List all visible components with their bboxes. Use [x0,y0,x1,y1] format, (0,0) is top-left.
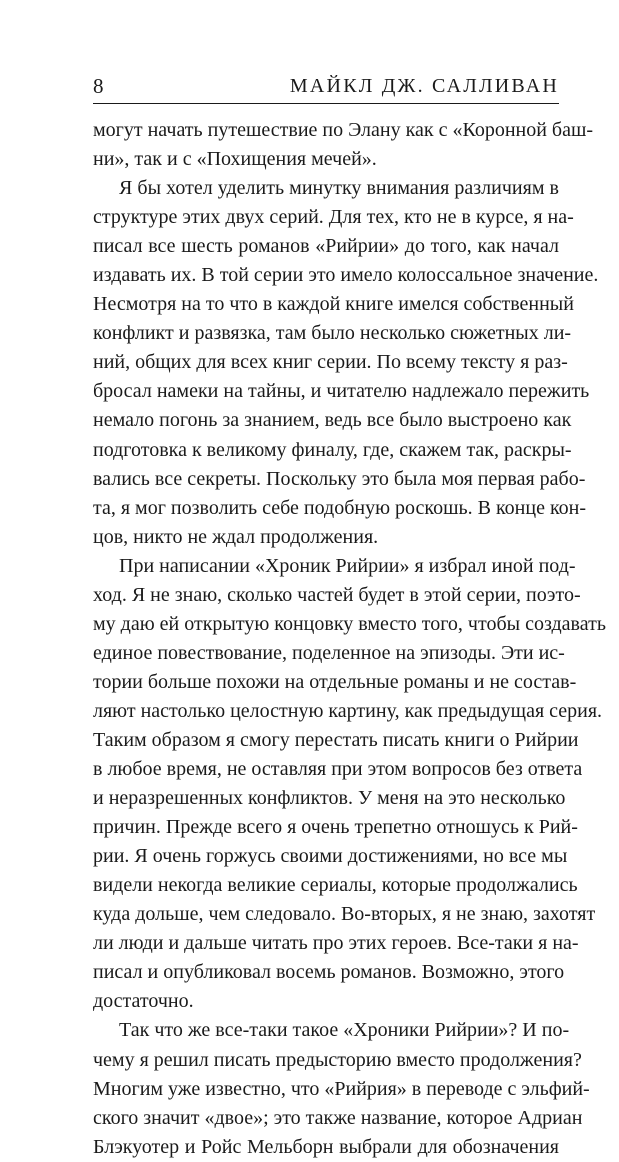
text-line: Я бы хотел уделить минутку внимания различиям в [119,177,559,200]
text-line: чему я решил писать предысторию вместо продолжения? [93,1048,582,1071]
text-line: куда дольше, чем следовало. Во-вторых, я не знаю, захотят [93,903,596,926]
text-line: причин. Прежде всего я очень трепетно отношусь к Рий- [93,816,578,839]
text-line: цов, никто не ждал продолжения. [93,525,379,548]
text-line: издавать их. В той серии это имело колоссальное значение. [93,264,599,287]
text-line: видели некогда великие сериалы, которые продолжались [93,874,578,897]
text-line: ского значит «двое»; это также название, которое Адриан [93,1106,583,1129]
text-line: в любое время, не оставляя при этом вопросов без ответа [93,758,583,781]
text-line: ли люди и дальше читать про этих героев. Все-таки я на- [93,932,579,955]
text-line: ни», так и с «Похищения мечей». [93,148,377,171]
text-line: структуре этих двух серий. Для тех, кто не в курсе, я на- [93,206,574,229]
text-line: тории больше похожи на отдельные романы и не состав- [93,670,577,693]
text-line: та, я мог позволить себе подобную роскошь. В конце кон- [93,496,587,519]
text-line: могут начать путешествие по Элану как с «Коронной баш- [93,119,594,141]
text-line: ляют настолько целостную картину, как предыдущая серия. [93,699,603,722]
text-line: Таким образом я смогу перестать писать книги о Рийрии [93,728,579,751]
page-number: 8 [93,74,104,98]
text-line: При написании «Хроник Рийрии» я избрал иной под- [119,554,576,577]
text-line: единое повествование, поделенное на эпизоды. Эти ис- [93,641,565,664]
text-line: Многим уже известно, что «Рийрия» в переводе с эльфий- [93,1077,590,1100]
text-line: Так что же все-таки такое «Хроники Рийрии»? И по- [119,1019,570,1042]
text-line: рии. Я очень горжусь своими достижениями, но все мы [93,845,568,868]
text-line: и неразрешенных конфликтов. У меня на это несколько [93,787,566,810]
running-title: МАЙКЛ ДЖ. САЛЛИВАН [289,75,559,97]
text-line: писал и опубликовал восемь романов. Возможно, этого [93,961,565,984]
text-line: Блэкуотер и Ройс Мельборн выбрали для обозначения [93,1135,559,1158]
text-line: Несмотря на то что в каждой книге имелся собственный [93,293,574,316]
text-line: бросал намеки на тайны, и читателю надлежало пережить [93,380,590,403]
running-head [93,72,559,102]
text-line: достаточно. [93,990,194,1013]
text-line: конфликт и развязка, там было несколько сюжетных ли- [93,322,572,345]
text-line: ход. Я не знаю, сколько частей будет в этой серии, поэто- [93,583,581,606]
body-text [93,116,606,1162]
text-line: писал все шесть романов «Рийрии» до того, как начал [93,235,559,258]
text-line: подготовка к великому финалу, где, скажем так, раскры- [93,438,572,461]
text-line: ний, общих для всех книг серии. По всему тексту я раз- [93,351,568,374]
text-line: вались все секреты. Поскольку это была моя первая рабо- [93,467,586,490]
text-line: му даю ей открытую концовку вместо того, чтобы создавать [93,612,606,635]
header-rule [93,103,559,104]
text-line: немало погонь за знанием, ведь все было выстроено как [93,409,572,432]
